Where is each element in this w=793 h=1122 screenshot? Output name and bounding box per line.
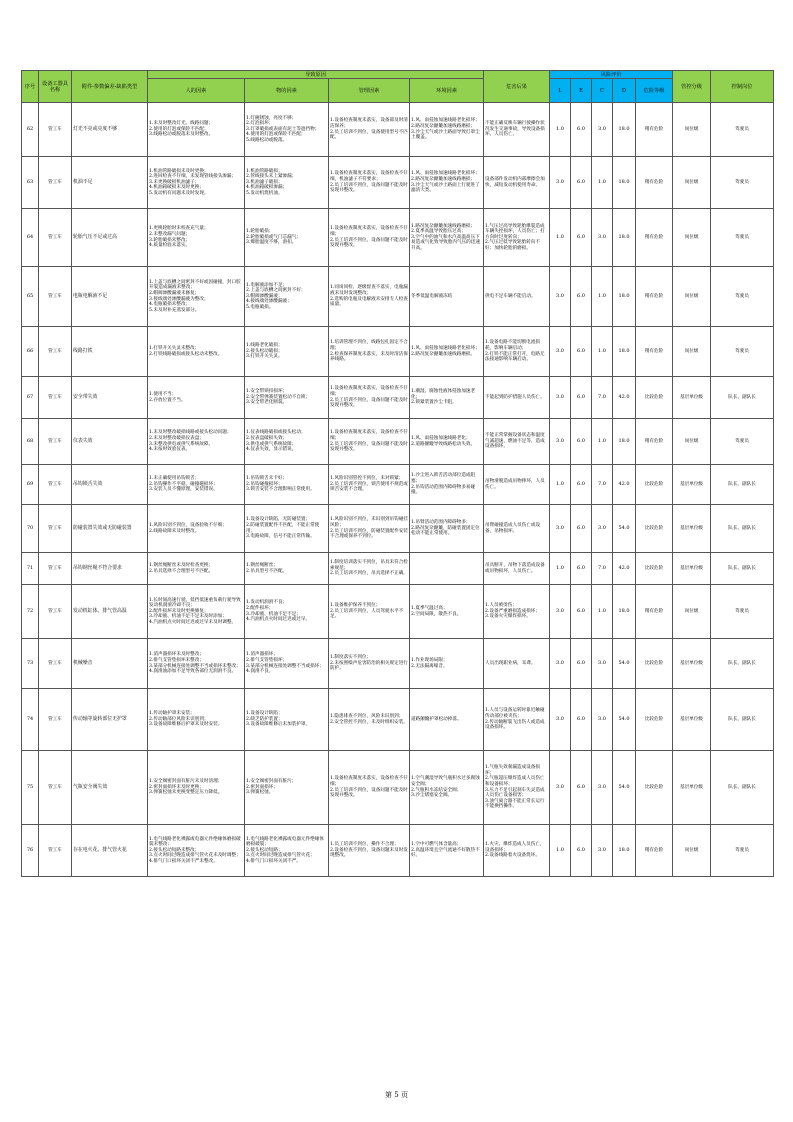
management-factor: 1.设备检查制度未落实，设备检查不仔细； 2.员工培训不到位，设备问题不能及时发现并整改。 (329, 751, 410, 825)
table-row (22, 103, 774, 157)
physical-factor: 1.仪表线路破损或接头松动； 2.仪表盘破损失效； 3.供电或供气系统故障； 4.仪表失效，显示错误。 (245, 419, 329, 465)
row-number: 76 (22, 825, 39, 877)
risk-level: 比较危险 (636, 689, 673, 751)
physical-factor: 1.安全带锁扣损坏； 2.安全带弹簧装置松动不自锁； 3.安全带老化断裂。 (245, 377, 329, 419)
table-row (22, 419, 774, 465)
human-factor: 1.上盖与底槽之间密封不好或因碰撞，封口胶开裂造成漏液未整改； 2.帽阀渗酸漏液未修复； 3.接线端处渗酸漏液为整改； 4.电瓶破损未整改； 5.未及时补充蒸发部分。 (148, 267, 245, 327)
equipment-name: 管工车 (39, 327, 72, 377)
header-L: L (550, 79, 571, 103)
risk-E: 6.0 (571, 209, 592, 267)
physical-factor: 1.轮胎破损； 2.轮胎破损或气门芯漏气； 3.爆胎温度不够，滑扣。 (245, 209, 329, 267)
failure-type: 电瓶电解液不足 (72, 267, 148, 327)
environment-factor: 1.潮湿、腐蚀性液体侵蚀加速老化； 2.锁紧装置沙尘卡阻。 (410, 377, 484, 419)
risk-L: 1.0 (550, 465, 571, 505)
row-number: 67 (22, 377, 39, 419)
table-row (22, 751, 774, 825)
header-D: D (613, 79, 636, 103)
risk-D: 18.0 (613, 157, 636, 209)
failure-type: 灯光不亮或亮度不够 (72, 103, 148, 157)
management-factor: 1.风险识别管控不到位，未对锁紧； 2.员工培训不到位，锁舌使用不规范或锁舌安装不合理。 (329, 465, 410, 505)
risk-L: 3.0 (550, 377, 571, 419)
row-number: 62 (22, 103, 39, 157)
risk-C: 3.0 (592, 209, 613, 267)
environment-factor: 1.风、雨侵蚀加速线路老化； 2.道路颠簸导致线路松动失效。 (410, 419, 484, 465)
header-physical: 物的因素 (245, 79, 329, 103)
risk-C: 1.0 (592, 157, 613, 209)
risk-C: 3.0 (592, 825, 613, 877)
risk-C: 3.0 (592, 103, 613, 157)
control-level: 岗位级 (673, 825, 711, 877)
consequence: 1.人员被烫伤； 2.设备严重磨损造成损坏； 3.设备火灾爆炸损坏。 (484, 585, 550, 639)
failure-type: 防碰装置失效或无防碰装置 (72, 505, 148, 553)
table-row (22, 585, 774, 639)
row-number: 73 (22, 639, 39, 689)
header-failure-type: 附件-参数偏差-缺陷类型 (72, 71, 148, 103)
risk-level: 稍有危险 (636, 209, 673, 267)
control-level: 基层单位级 (673, 689, 711, 751)
control-level: 基层单位级 (673, 505, 711, 553)
table-row (22, 689, 774, 751)
control-level: 基层单位级 (673, 465, 711, 505)
failure-type: 安全带失效 (72, 377, 148, 419)
risk-C: 3.0 (592, 639, 613, 689)
page-number: 第 5 页 (385, 1091, 408, 1099)
risk-L: 3.0 (550, 689, 571, 751)
risk-E: 6.0 (571, 825, 592, 877)
control-level: 基层单位级 (673, 639, 711, 689)
risk-D: 54.0 (613, 751, 636, 825)
management-factor: 1.设备检查制度未落实，设备检查不仔细； 2.员工培训不到位，设备问题不能及时发现并整改。 (329, 419, 410, 465)
consequence: 吊物滑脱造成吊物摔坏，人员伤亡。 (484, 465, 550, 505)
physical-factor: 1.设备设计缺陷，无防碰装置； 2.防碰装置配件不匹配，不能正常使用； 3.电路故障，信号不能正常传输。 (245, 505, 329, 553)
risk-level: 比较危险 (636, 639, 673, 689)
risk-C: 3.0 (592, 751, 613, 825)
row-number: 68 (22, 419, 39, 465)
control-level: 基层单位级 (673, 553, 711, 585)
control-level: 基层单位级 (673, 377, 711, 419)
control-post: 队长、副队长 (711, 465, 774, 505)
control-post: 驾驶员 (711, 103, 774, 157)
risk-C: 1.0 (592, 267, 613, 327)
header-management: 管理因素 (329, 79, 410, 103)
control-post: 队长、副队长 (711, 505, 774, 553)
risk-level: 比较危险 (636, 465, 673, 505)
management-factor (329, 267, 410, 327)
human-factor: 1.机油管路破损未及时更换； 2.进回检查不仔细，未发现管线接头渗漏； 3.未更换破损机油滤子； 4.机油箱破损未及时更换； 5.发动机有问题未及时发现。 (148, 157, 245, 209)
risk-C: 7.0 (592, 553, 613, 585)
consequence: 不能正常掌握设备状态和温度气减超速，燃油不足等，造成设备损坏。 (484, 419, 550, 465)
physical-factor: 1.消声器损坏； 2.排气支管垫损坏； 3.某部分机械连接处调整不当或损坏； 4.润滑不良。 (245, 639, 329, 689)
risk-L: 3.0 (550, 751, 571, 825)
management-factor: 1.培训管理不到位，线路包扎固定不合理； 2.检查保养制度未落实，未及时清洁保养线路。 (329, 327, 410, 377)
human-factor: 1.长时间高速行驶、低挡低速重负载行驶导致发动机润滑冷却不良； 2.配件损坏未及时更换修复； 3.冷却液、机油不足不足未及时添加； 4.汽油机点火时间过迟或过早未及时调整。 (148, 585, 245, 639)
consequence: 供电不足车辆不能启动。 (484, 267, 550, 327)
environment-factor: 1.风、雨侵蚀加速线路老化损坏； 2.路况复杂颠簸加速线路磨损； 3.沙尘天气或沙土路面上行驶进了滤清大类。 (410, 157, 484, 209)
control-post: 队长、副队长 (711, 751, 774, 825)
risk-D: 18.0 (613, 103, 636, 157)
equipment-name: 管工车 (39, 751, 72, 825)
equipment-name: 管工车 (39, 825, 72, 877)
environment-factor: 1.风、雨侵蚀加速线路老化损坏； 2.路况复杂颠簸加速线路磨损； 3.沙尘天气或沙土路面导致灯罩尘土覆盖。 (410, 103, 484, 157)
header-control-level: 管控分级 (673, 71, 711, 103)
physical-factor: 1.电气线路老化裸露或电器元件绝缘体磨损破裂； 2.接头松动短路； 3.点火时间过晚造成排气管火花； 4.排气门口损坏关闭不严。 (245, 825, 329, 877)
environment-factor: 1.空气潮湿导致气瓶积水过多腐蚀安全阀； 2.气瓶积水冻结安全阀； 3.沙尘堵塞安全阀。 (410, 751, 484, 825)
equipment-name: 管工车 (39, 103, 72, 157)
table-row (22, 465, 774, 505)
physical-factor: 1.钢丝绳断丝； 2.吊具型号不匹配。 (245, 553, 329, 585)
consequence: 人员出现职业病，耳聋。 (484, 639, 550, 689)
physical-factor: 1.设备设计缺陷； 2.缺乏防护装置； 3.设备故障维修后未加装护罩。 (245, 689, 329, 751)
risk-level: 稍有危险 (636, 585, 673, 639)
risk-C: 7.0 (592, 377, 613, 419)
row-number: 71 (22, 553, 39, 585)
management-factor: 1.员工培训不到位，操作不合理； 2.设备检查不到位，设备问题未及时发现整改。 (329, 825, 410, 877)
risk-C: 3.0 (592, 689, 613, 751)
failure-type: 发动机缸体、排气管高温 (72, 585, 148, 639)
management-factor: 1.制度落实不到位； 2.未按照噪声危害防治的相关规定进行防护。 (329, 639, 410, 689)
human-factor: 1.电气线路老化裸露或电器元件绝缘体磨损破裂未整改； 2.接头松动短路未整改； 3.点火时间过晚造成排气管火花未及时调整； 4.排气门口损坏关闭不严未整改。 (148, 825, 245, 877)
risk-L: 3.0 (550, 267, 571, 327)
table-row (22, 377, 774, 419)
management-factor: 1.设备检查制度未落实，设备检查不仔细； 2.员工培训不到位，设备问题不能及时发现并整改。 (329, 209, 410, 267)
consequence: 设备部件发动机内部摩擦会加快，减短发动机使用寿命。 (484, 157, 550, 209)
row-number: 74 (22, 689, 39, 751)
control-post: 驾驶员 (711, 585, 774, 639)
row-number: 69 (22, 465, 39, 505)
management-factor: 1.设备检查制度未落实，设备检查不仔细； 2.员工培训不到位，设备问题不能及时发现并整改。 (329, 377, 410, 419)
risk-E: 6.0 (571, 157, 592, 209)
risk-L: 3.0 (550, 585, 571, 639)
consequence: 1.设备电路不能切断电流损耗，影响车辆启动； 2.打铁不能正常打开，电路无法接通影响车辆启动。 (484, 327, 550, 377)
environment-factor: 道路颠簸护罩松动掉落。 (410, 689, 484, 751)
control-post: 驾驶员 (711, 327, 774, 377)
risk-level: 比较危险 (636, 553, 673, 585)
risk-L: 1.0 (550, 553, 571, 585)
risk-E: 6.0 (571, 751, 592, 825)
consequence: 1.气瓶失效刹漏造成设备损坏； 2.气瓶超压爆炸造成人员伤亡和设备损坏； 3.压力不足引起刹车失灵造成人员伤亡设备损害； 3.油气离合器不能正常长运行不能换挡操作。 (484, 751, 550, 825)
risk-E: 6.0 (571, 505, 592, 553)
risk-D: 54.0 (613, 639, 636, 689)
risk-D: 18.0 (613, 825, 636, 877)
risk-level: 比较危险 (636, 505, 673, 553)
physical-factor: 1.电解液添加不足； 2.上盖与底槽之间密封不好； 3.帽阀渗酸漏液； 4.接线端处渗酸漏液； 5.电瓶破损。 (245, 267, 329, 327)
physical-factor: 1.线路老化破损； 2.接头松动破损； 3.打铁开关失灵。 (245, 327, 329, 377)
equipment-name: 管工车 (39, 419, 72, 465)
table-body (22, 103, 774, 877)
equipment-name: 管工车 (39, 505, 72, 553)
header-seq: 序号 (22, 71, 39, 103)
environment-factor: 1.路况复杂颠簸加速线路磨损； 2.夏季高温导致胎压过高； 3.空气中的油气和水汽高温高压下易造成气化致导致胎内气压的迅速升高。 (410, 209, 484, 267)
equipment-name: 管工车 (39, 689, 72, 751)
control-post: 驾驶员 (711, 267, 774, 327)
header-risk-group: 风险评价 (550, 71, 673, 79)
risk-L: 3.0 (550, 419, 571, 465)
risk-level: 稍有危险 (636, 157, 673, 209)
environment-factor: 1.夏季气温过高； 2.空间局限，散热不良。 (410, 585, 484, 639)
risk-assessment-table (21, 70, 774, 877)
risk-E: 6.0 (571, 103, 592, 157)
failure-type: 气瓶安全阀失效 (72, 751, 148, 825)
control-post: 驾驶员 (711, 825, 774, 877)
risk-C: 1.0 (592, 419, 613, 465)
failure-type: 轮胎气压不足或过高 (72, 209, 148, 267)
control-post: 队长、副队长 (711, 689, 774, 751)
control-post: 驾驶员 (711, 209, 774, 267)
row-number: 64 (22, 209, 39, 267)
risk-level: 稍有危险 (636, 103, 673, 157)
environment-factor: 1.吊臂活动范围内障碍物多； 2.路况复杂颠簸，防碰装置固定位松动不能正常使用。 (410, 505, 484, 553)
risk-E: 6.0 (571, 465, 592, 505)
human-factor: 1.使用不当； 2.存放位置不当。 (148, 377, 245, 419)
human-factor: 1.钢丝绳断丝未及时检查更换； 2.吊具选择不合理型号不匹配。 (148, 553, 245, 585)
risk-E: 6.0 (571, 639, 592, 689)
table-row (22, 209, 774, 267)
header-environment: 环境因素 (410, 79, 484, 103)
risk-L: 3.0 (550, 639, 571, 689)
risk-level: 稍有危险 (636, 419, 673, 465)
risk-D: 18.0 (613, 327, 636, 377)
failure-type: 机械噪音 (72, 639, 148, 689)
environment-factor: 冬季低温电解液冻结 (410, 267, 484, 327)
risk-D: 18.0 (613, 585, 636, 639)
risk-level: 比较危险 (636, 377, 673, 419)
risk-D: 54.0 (613, 505, 636, 553)
control-post: 队长、副队长 (711, 639, 774, 689)
failure-type: 吊钩锁舌失效 (72, 465, 148, 505)
control-level: 岗位级 (673, 157, 711, 209)
table-header (22, 71, 774, 103)
failure-type: 线路打铁 (72, 327, 148, 377)
risk-D: 42.0 (613, 377, 636, 419)
risk-D: 18.0 (613, 209, 636, 267)
equipment-name: 管工车 (39, 585, 72, 639)
human-factor: 1.打铁开关失灵未整改； 2.打铁线路破损或接头松动未整改。 (148, 327, 245, 377)
table-row (22, 553, 774, 585)
header-E: E (571, 79, 592, 103)
human-factor: 1.未及时整改破损线路或接头松动问题； 2.未及时整改破损仪表盘； 3.未整改供电或供气系统故障。 4.未按时效验仪表。 (148, 419, 245, 465)
risk-D: 42.0 (613, 465, 636, 505)
table-row (22, 825, 774, 877)
risk-D: 54.0 (613, 689, 636, 751)
physical-factor: 1.发动机润滑不良； 2.配件损坏； 3.冷却液、机油不足不足； 4.汽油机点火时间过迟或过早。 (245, 585, 329, 639)
control-level: 岗位级 (673, 419, 711, 465)
row-number: 70 (22, 505, 39, 553)
risk-level: 稍有危险 (636, 327, 673, 377)
physical-factor: 1.灯碗锈蚀，亮度不够； 2.灯泡损坏； 3.灯罩破损或表面有泥土等遮挡物； 4.使用的灯泡或保险不匹配； 5.线路松动或脱落。 (245, 103, 329, 157)
failure-type: 吊钩钢丝绳不符合要求 (72, 553, 148, 585)
risk-E: 6.0 (571, 377, 592, 419)
header-consequence: 危害后果 (484, 71, 550, 103)
control-level: 岗位级 (673, 327, 711, 377)
environment-factor: 1.作业现场局限； 2.无法隔离噪音。 (410, 639, 484, 689)
management-factor: 1.设备维护保养不到位； 2.员工培训不到位，人员驾驶水平不足。 (329, 585, 410, 639)
risk-L: 1.0 (550, 825, 571, 877)
risk-L: 3.0 (550, 505, 571, 553)
control-level: 岗位级 (673, 103, 711, 157)
human-factor: 1.传动轴护罩未安装； 2.传动轴部位风险未识别到； 3.设备故障维修后护罩未及时安装。 (148, 689, 245, 751)
equipment-name: 管工车 (39, 157, 72, 209)
risk-C: 1.0 (592, 585, 613, 639)
control-level: 岗位级 (673, 209, 711, 267)
management-factor-text: 1.同岗同检、逐级督查不落实，电瓶漏液未及时发现整改； 2.选购的电瓶及电解液未安排专人检查质量。 (330, 285, 408, 308)
equipment-name: 管工车 (39, 377, 72, 419)
management-factor: 1.设备检查制度未落实，设备部及时清洁保养； 2.员工培训不到位，设备使用型号不匹配。 (329, 103, 410, 157)
risk-E: 6.0 (571, 267, 592, 327)
human-factor: 1.风险识别不到位，设备验收不仔细； 2.线路故障未及时整改。 (148, 505, 245, 553)
row-number: 65 (22, 267, 39, 327)
management-factor: 1.设备检查制度未落实，设备检查不仔细，机油滤子不符要求； 2.员工培训不到位，设备问题不能及时发现并整改。 (329, 157, 410, 209)
risk-D: 18.0 (613, 419, 636, 465)
risk-level: 稍有危险 (636, 267, 673, 327)
risk-C: 3.0 (592, 505, 613, 553)
control-post: 队长、副队长 (711, 377, 774, 419)
risk-level: 比较危险 (636, 751, 673, 825)
row-number: 63 (22, 157, 39, 209)
risk-L: 1.0 (550, 103, 571, 157)
risk-C: 7.0 (592, 465, 613, 505)
control-level: 岗位级 (673, 267, 711, 327)
consequence: 1.人员与设备运转时靠近触碰传动部位被夹伤； 2.传动轴断裂飞出伤人或造成设备损坏。 (484, 689, 550, 751)
failure-type: 传动轴等旋转部位无护罩 (72, 689, 148, 751)
header-equipment: 设备工器具名称 (39, 71, 72, 103)
human-factor: 1.未及时整改灯光、线路问题； 2.使用的灯泡或保险不匹配； 3.线路松动或脱落未及时整改。 (148, 103, 245, 157)
row-number: 75 (22, 751, 39, 825)
physical-factor: 1.机油管路破损； 2.管线接头未上紧渗漏； 3.机油滤子破损； 4.机油箱破损渗漏； 5.发动机烧机油。 (245, 157, 329, 209)
equipment-name: 管工车 (39, 639, 72, 689)
environment-factor: 1.风、雨侵蚀加速线路老化损坏； 2.路况复杂颠簸加速线路磨损。 (410, 327, 484, 377)
table-row (22, 327, 774, 377)
row-number: 66 (22, 327, 39, 377)
consequence: 1.火灾、爆炸造成人员伤亡，设备损坏； 2.设备线路着火设备烧坏。 (484, 825, 550, 877)
control-level: 基层单位级 (673, 751, 711, 825)
risk-C: 1.0 (592, 327, 613, 377)
header-control-post: 控制岗位 (711, 71, 774, 103)
consequence: 不能正确反映车辆行驶操作状况发生交通事故，导致设备损坏、人员伤亡。 (484, 103, 550, 157)
control-post: 队长、副队长 (711, 553, 774, 585)
table-row (22, 157, 774, 209)
consequence: 吊具断开，吊物下落造成设备或吊物损坏，人员伤亡。 (484, 553, 550, 585)
table-row (22, 505, 774, 553)
equipment-name: 管工车 (39, 465, 72, 505)
control-post: 驾驶员 (711, 157, 774, 209)
consequence: 吊臂碰撞造成人员伤亡或设备，吊物损坏。 (484, 505, 550, 553)
risk-L: 3.0 (550, 327, 571, 377)
equipment-name: 管工车 (39, 553, 72, 585)
risk-E: 6.0 (571, 419, 592, 465)
consequence: 1.气压过高导致轮胎爆裂造成车辆失控损坏，人员伤亡；打方向时过度转向； 2.气压过低导致轮胎转向不好；加快轮胎的磨损。 (484, 209, 550, 267)
control-post: 驾驶员 (711, 419, 774, 465)
risk-E: 6.0 (571, 689, 592, 751)
risk-E: 6.0 (571, 553, 592, 585)
equipment-name: 管工车 (39, 209, 72, 267)
consequence: 不能起到防护措施人员伤亡。 (484, 377, 550, 419)
human-factor: 1.消声器损坏未及时整改； 2.排气支管垫损坏未整改； 3.某部分机械连接处调整不当或损坏未整改； 4.润滑油添加不足导致各部位无润滑不良。 (148, 639, 245, 689)
row-number: 72 (22, 585, 39, 639)
table-row (22, 639, 774, 689)
table-row (22, 267, 774, 327)
risk-L: 1.0 (550, 209, 571, 267)
failure-type: 机油不足 (72, 157, 148, 209)
human-factor: 1.未正确使用吊钩锁舌； 2.吊钩操作不平稳，碰撞磁损坏； 3.安装人员不懂原理，安装错误。 (148, 465, 245, 505)
risk-E: 6.0 (571, 327, 592, 377)
physical-factor: 1.吊钩锁舌未卡好； 2.吊钩碰撞损坏； 3.锁舌安装不合理影响正常使用。 (245, 465, 329, 505)
environment-factor (410, 553, 484, 585)
management-factor: 1.隐患排查不到位，风险未识别到； 2.安全管控不到位，未及时组织安装。 (329, 689, 410, 751)
environment-factor: 1.空中可燃气体含量高； 2.高温环境且空气流通不好散热不好。 (410, 825, 484, 877)
failure-type: 存在电火花、排气管火花 (72, 825, 148, 877)
management-factor: 1.制度培训落实不到位，吊具未符合检索规范； 2.员工培训不到位，吊具选择不正确。 (329, 553, 410, 585)
control-level: 岗位级 (673, 585, 711, 639)
human-factor: 1.更换轮胎时未校查充气量； 2.未整改漏气问题； 3.轮胎破损未整改； 4.质量检验未落实。 (148, 209, 245, 267)
risk-level: 稍有危险 (636, 825, 673, 877)
failure-type: 仪表失效 (72, 419, 148, 465)
management-factor: 1.风险识别不到位，未识别到吊钩碰挂风险； 2.员工培训不到位，防碰装置配件安装不合理或保养不到位。 (329, 505, 410, 553)
equipment-name: 管工车 (39, 267, 72, 327)
header-risk-level: 危险等级 (636, 79, 673, 103)
risk-D: 18.0 (613, 267, 636, 327)
risk-E: 6.0 (571, 585, 592, 639)
risk-D: 42.0 (613, 553, 636, 585)
header-human: 人的因素 (148, 79, 245, 103)
human-factor: 1.安全阀密封面有脏污未及时清理； 2.密封面损坏未及时更换； 3.弹簧松弛未更换变整定压力降低。 (148, 751, 245, 825)
environment-factor: 1.沙尘进入锁舌活动部位造成阻塞； 2.吊钩活动范围内障碍物多易碰撞。 (410, 465, 484, 505)
risk-L: 3.0 (550, 157, 571, 209)
header-causes-group: 导致原因 (148, 71, 484, 79)
physical-factor: 1.安全阀密封面有脏污； 2.密封面损坏； 3.弹簧松弛。 (245, 751, 329, 825)
header-C: C (592, 79, 613, 103)
